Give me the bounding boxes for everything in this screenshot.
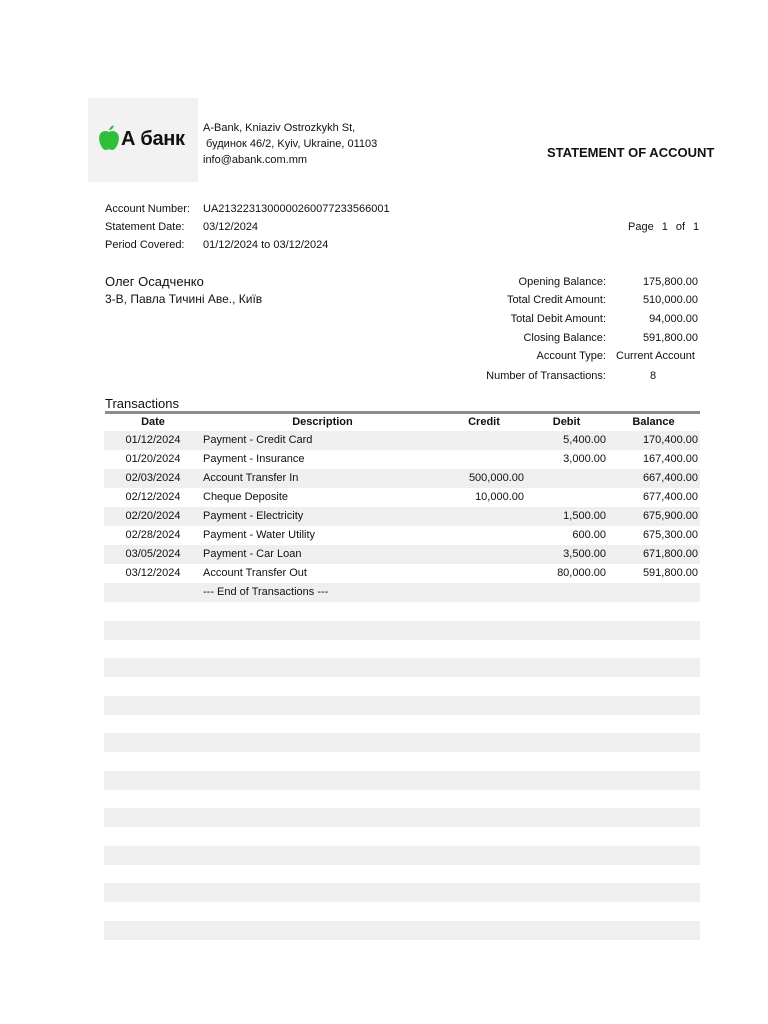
total-debit-label: Total Debit Amount: <box>510 313 606 325</box>
row-date: 02/12/2024 <box>125 491 181 503</box>
page-label: Page <box>628 221 654 233</box>
bank-email: info@abank.com.mm <box>203 154 308 166</box>
page-total: 1 <box>693 221 700 233</box>
row-debit: 80,000.00 <box>557 567 606 579</box>
opening-balance-value: 175,800.00 <box>642 276 698 288</box>
page-of-label: of <box>675 221 686 233</box>
row-date: 02/03/2024 <box>125 472 181 484</box>
row-debit: 600.00 <box>572 529 606 541</box>
total-credit-value: 510,000.00 <box>642 294 698 306</box>
bank-logo-text: А банк <box>121 128 185 150</box>
table-row <box>104 507 700 526</box>
row-date: 02/20/2024 <box>125 510 181 522</box>
account-type-row <box>440 349 700 368</box>
row-balance: 170,400.00 <box>642 434 698 446</box>
table-row <box>104 431 700 450</box>
column-header-date: Date <box>141 416 165 428</box>
table-row <box>104 488 700 507</box>
column-header-description: Description <box>292 416 353 428</box>
transactions-title: Transactions <box>105 396 179 411</box>
empty-row-stripe <box>104 621 700 640</box>
row-description: Account Transfer In <box>203 472 299 484</box>
row-balance: 677,400.00 <box>642 491 698 503</box>
empty-row-stripe <box>104 846 700 865</box>
closing-balance-row <box>440 331 700 350</box>
empty-row-stripe <box>104 733 700 752</box>
transaction-count-row <box>440 369 700 388</box>
row-date: 01/20/2024 <box>125 453 181 465</box>
table-row <box>104 526 700 545</box>
customer-name: Олег Осадченко <box>105 274 204 289</box>
table-row <box>104 469 700 488</box>
end-of-transactions-row <box>104 583 700 602</box>
transaction-count-value: 8 <box>649 370 657 382</box>
table-row <box>104 450 700 469</box>
row-description: Account Transfer Out <box>203 567 307 579</box>
transactions-table <box>104 414 700 602</box>
statement-date-label: Statement Date: <box>105 221 185 233</box>
row-balance: 167,400.00 <box>642 453 698 465</box>
empty-row-stripe <box>104 696 700 715</box>
empty-row-stripe <box>104 771 700 790</box>
account-type-label: Account Type: <box>536 350 606 362</box>
period-covered-value: 01/12/2024 to 03/12/2024 <box>203 239 329 251</box>
customer-address: 3-В, Павла Тичині Аве., Київ <box>105 292 263 306</box>
account-number-value: UA213223130000026007723356600​1 <box>203 203 390 215</box>
row-debit: 3,000.00 <box>563 453 606 465</box>
row-balance: 671,800.00 <box>642 548 698 560</box>
closing-balance-label: Closing Balance: <box>523 332 606 344</box>
column-header-credit: Credit <box>468 416 500 428</box>
row-balance: 675,300.00 <box>642 529 698 541</box>
row-date: 03/12/2024 <box>125 567 181 579</box>
bank-address <box>203 121 377 169</box>
bank-address-line: будинок 46/2, Kyiv, Ukraine, 01103 <box>203 138 378 150</box>
total-debit-row <box>440 312 700 331</box>
bank-address-line: A-Bank, Kniaziv Ostrozkykh St, <box>203 122 356 134</box>
document-title: STATEMENT OF ACCOUNT <box>547 145 715 160</box>
account-number-label: Account Number: <box>105 203 190 215</box>
green-apple-icon <box>98 125 120 151</box>
end-of-transactions-marker: --- End of Transactions --- <box>203 586 329 598</box>
total-credit-row <box>440 293 700 312</box>
row-balance: 675,900.00 <box>642 510 698 522</box>
row-balance: 591,800.00 <box>642 567 698 579</box>
transaction-count-label: Number of Transactions: <box>486 370 606 382</box>
row-date: 02/28/2024 <box>125 529 181 541</box>
empty-row-stripe <box>104 808 700 827</box>
row-credit: 10,000.00 <box>475 491 524 503</box>
row-description: Payment - Water Utility <box>203 529 316 541</box>
row-description: Payment - Credit Card <box>203 434 313 446</box>
period-covered-label: Period Covered: <box>105 239 185 251</box>
total-debit-value: 94,000.00 <box>649 313 698 325</box>
row-balance: 667,400.00 <box>642 472 698 484</box>
table-header-row <box>104 414 700 431</box>
row-description: Payment - Car Loan <box>203 548 302 560</box>
empty-row-stripe <box>104 921 700 940</box>
account-type-value: Current Account <box>616 350 695 362</box>
row-description: Cheque Deposite <box>203 491 289 503</box>
table-row <box>104 545 700 564</box>
column-header-debit: Debit <box>552 416 581 428</box>
opening-balance-label: Opening Balance: <box>518 276 606 288</box>
opening-balance-row <box>440 275 700 294</box>
page-indicator <box>628 220 699 234</box>
row-debit: 1,500.00 <box>563 510 606 522</box>
empty-row-stripe <box>104 883 700 902</box>
row-date: 01/12/2024 <box>125 434 181 446</box>
row-description: Payment - Insurance <box>203 453 305 465</box>
total-credit-label: Total Credit Amount: <box>506 294 606 306</box>
row-debit: 5,400.00 <box>563 434 606 446</box>
row-debit: 3,500.00 <box>563 548 606 560</box>
row-credit: 500,000.00 <box>468 472 524 484</box>
empty-row-stripe <box>104 658 700 677</box>
row-description: Payment - Electricity <box>203 510 304 522</box>
closing-balance-value: 591,800.00 <box>642 332 698 344</box>
statement-date-value: 03/12/2024 <box>203 221 259 233</box>
page-current: 1 <box>661 221 668 233</box>
row-date: 03/05/2024 <box>125 548 181 560</box>
column-header-balance: Balance <box>632 416 675 428</box>
table-row <box>104 564 700 583</box>
